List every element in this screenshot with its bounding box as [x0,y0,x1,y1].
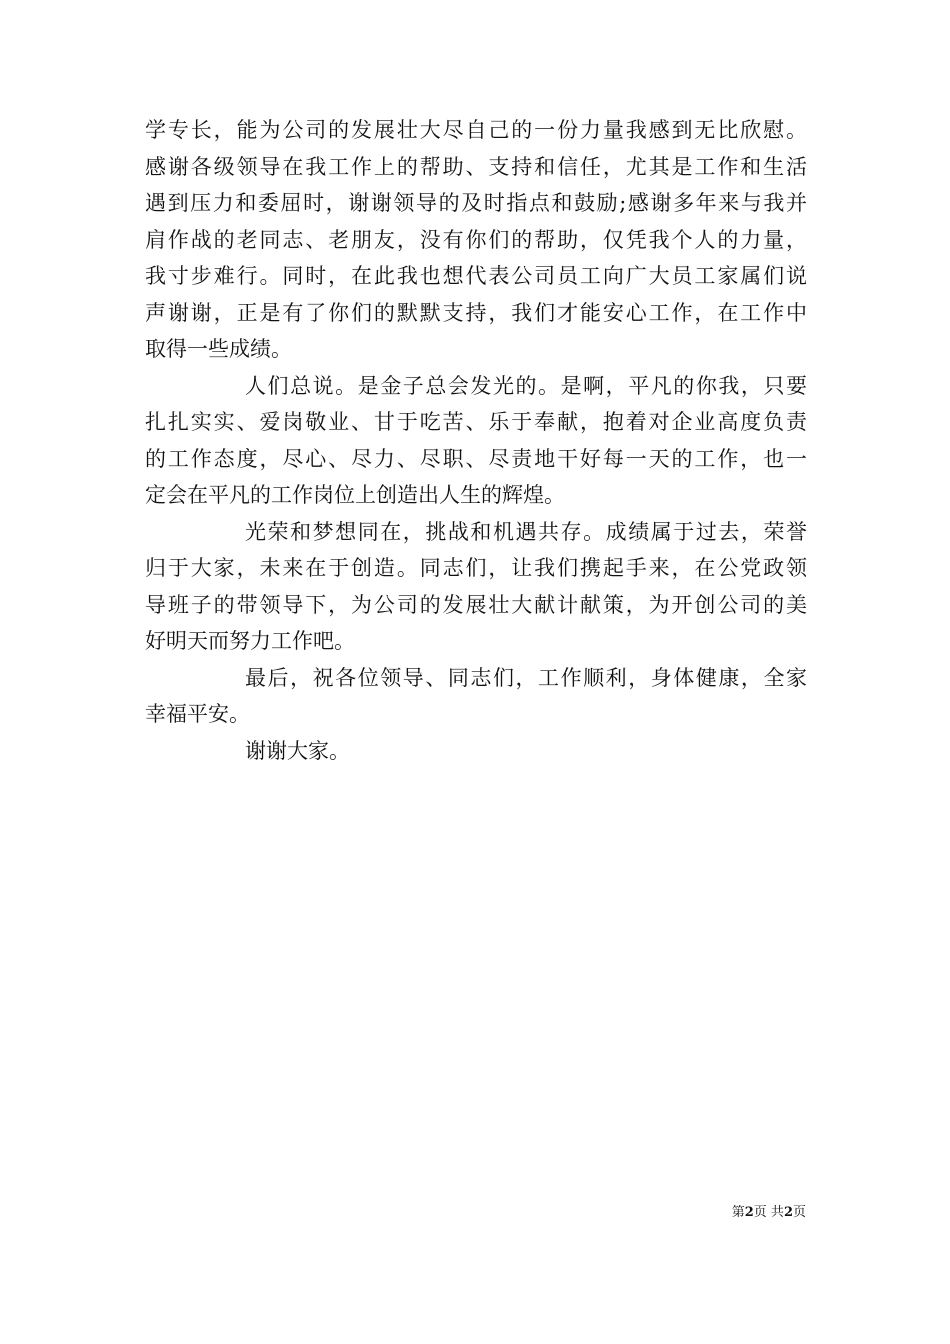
document-body [145,112,807,769]
total-page-number: 2 [783,1205,793,1220]
text-line: 好明天而努力工作吧。 [145,629,355,653]
text-line: 我寸步难行。同时，在此我也想代表公司员工向广大员工家属们说 [145,264,807,288]
text-line: 光荣和梦想同在，挑战和机遇共存。成绩属于过去，荣誉 [245,519,807,544]
text-line: 定会在平凡的工作岗位上创造出人生的辉煌。 [145,483,565,507]
current-page-number: 2 [744,1205,754,1220]
text-line: 导班子的带领导下，为公司的发展壮大献计献策，为开创公司的美 [145,592,807,617]
text-line: 声谢谢，正是有了你们的默默支持，我们才能安心工作，在工作中 [145,300,807,325]
text-line: 的工作态度，尽心、尽力、尽职、尽责地干好每一天的工作，也一 [145,446,807,471]
text-line: 幸福平安。 [145,702,250,726]
page-number-footer [640,1204,806,1222]
text-line: 感谢各级领导在我工作上的帮助、支持和信任，尤其是工作和生活 [145,154,807,179]
text-line: 最后，祝各位领导、同志们，工作顺利，身体健康，全家 [245,665,807,690]
footer-middle: 页 共 [753,1205,784,1220]
footer-suffix: 页 [792,1205,806,1220]
text-line: 扎扎实实、爱岗敬业、甘于吃苦、乐于奉献，抱着对企业高度负责 [145,410,807,434]
footer-prefix: 第 [731,1205,745,1220]
text-line: 遇到压力和委屈时，谢谢领导的及时指点和鼓励;感谢多年来与我并 [145,191,807,215]
text-line: 人们总说。是金子总会发光的。是啊，平凡的你我，只要 [245,373,807,398]
text-line: 谢谢大家。 [245,738,350,763]
text-line: 归于大家，未来在于创造。同志们，让我们携起手来，在公党政领 [145,556,807,580]
text-line: 学专长，能为公司的发展壮大尽自己的一份力量我感到无比欣慰。 [145,118,807,142]
text-line: 肩作战的老同志、老朋友，没有你们的帮助，仅凭我个人的力量， [145,227,807,252]
text-line: 取得一些成绩。 [145,337,292,361]
